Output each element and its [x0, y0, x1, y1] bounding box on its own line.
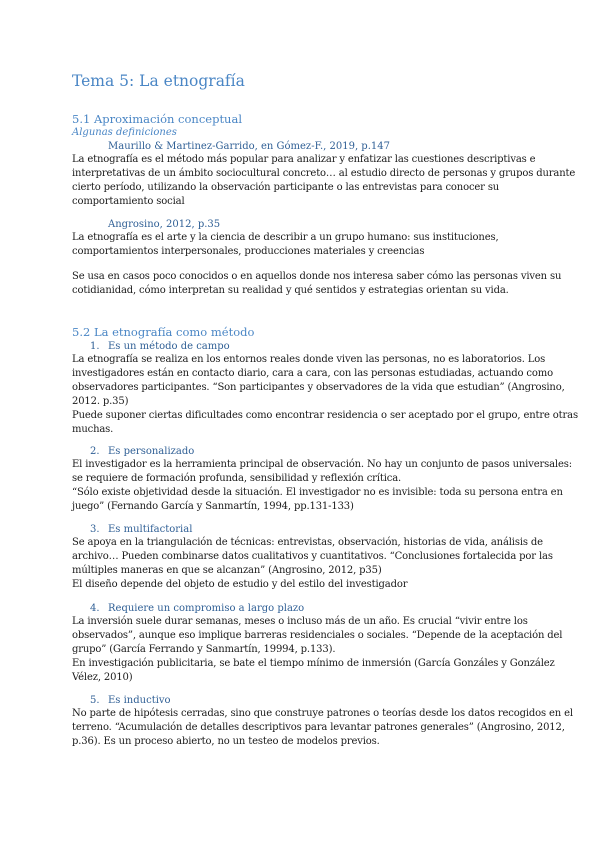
- text-line: observados”, aunque eso implique barreras residenciales o sociales. “Depende de la aceptación del: [72, 630, 563, 641]
- list-number: 2.: [90, 446, 100, 457]
- list-item-title: Es multifactorial: [108, 524, 193, 535]
- text-line: muchas.: [72, 424, 114, 435]
- definition-paragraph-2: [72, 231, 528, 259]
- text-line: Se usa en casos poco conocidos o en aquellos donde nos interesa saber cómo las personas viven su: [72, 271, 562, 282]
- text-line: juego” (Fernando García y Sanmartín, 1994, pp.131-133): [72, 501, 354, 512]
- text-line: grupo” (García Ferrando y Sanmartín, 19994, p.133).: [72, 644, 336, 655]
- usage-paragraph: [72, 270, 562, 298]
- text-line: investigadores están en contacto diario, cara a cara, con las personas estudiadas, actuando como: [72, 368, 553, 379]
- list-item-title: Requiere un compromiso a largo plazo: [108, 603, 305, 614]
- text-line: comportamientos interpersonales, producciones materiales y creencias: [72, 246, 425, 257]
- text-line: Se apoya en la triangulación de técnicas: entrevistas, observación, historias de vida, análisis de: [72, 537, 543, 548]
- text-line: El diseño depende del objeto de estudio y del estilo del investigador: [72, 579, 408, 590]
- text-line: observadores participantes. “Son participantes y observadores de la vida que estudian” (Angrosino,: [72, 382, 565, 393]
- text-line: Vélez, 2010): [72, 672, 133, 683]
- text-line: comportamiento social: [72, 196, 185, 207]
- text-line: “Sólo existe objetividad desde la situación. El investigador no es invisible: toda su persona entra en: [72, 487, 563, 498]
- list-number: 3.: [90, 524, 100, 535]
- text-line: p.36). Es un proceso abierto, no un testeo de modelos previos.: [72, 736, 380, 747]
- text-line: La etnografía es el arte y la ciencia de describir a un grupo humano: sus instituciones,: [72, 232, 499, 243]
- text-line: La etnografía se realiza en los entornos reales donde viven las personas, no es laboratorios. Los: [72, 354, 546, 365]
- section-heading-5-1: 5.1 Aproximación conceptual: [72, 112, 243, 126]
- subheading-definitions: Algunas definiciones: [72, 127, 177, 138]
- text-line: La inversión suele durar semanas, meses o incluso más de un año. Es crucial “vivir entre los: [72, 616, 528, 627]
- text-line: 2012. p.35): [72, 396, 129, 407]
- text-line: El investigador es la herramienta principal de observación. No hay un conjunto de pasos universales:: [72, 459, 572, 470]
- list-item-body: [72, 353, 578, 437]
- list-number: 1.: [90, 341, 100, 352]
- list-item-body: [72, 707, 573, 749]
- text-line: múltiples maneras en que se alcanzan” (Angrosino, 2012, p35): [72, 565, 382, 576]
- list-item-body: [72, 458, 572, 514]
- citation-angrosino: Angrosino, 2012, p.35: [108, 219, 221, 230]
- list-item-title: Es inductivo: [108, 695, 171, 706]
- text-line: cotidianidad, cómo interpretan su realidad y qué sentidos y estrategias orientan su vida.: [72, 285, 509, 296]
- list-item-body: [72, 615, 563, 685]
- text-line: En investigación publicitaria, se bate el tiempo mínimo de inmersión (García Gonzáles y González: [72, 658, 555, 669]
- page-title: Tema 5: La etnografía: [72, 72, 245, 90]
- citation-maurillo: Maurillo & Martinez-Garrido, en Gómez-F., 2019, p.147: [108, 141, 390, 152]
- text-line: cierto período, utilizando la observación participante o las entrevistas para conocer su: [72, 182, 500, 193]
- list-item-title: Es un método de campo: [108, 341, 230, 352]
- text-line: terreno. “Acumulación de detalles descriptivos para levantar patrones generales” (Angrosino, 2012,: [72, 722, 565, 733]
- text-line: No parte de hipótesis cerradas, sino que construye patrones o teorías desde los datos recogidos en el: [72, 708, 573, 719]
- list-number: 4.: [90, 603, 100, 614]
- text-line: La etnografía es el método más popular para analizar y enfatizar las cuestiones descriptivas e: [72, 154, 536, 165]
- list-item-title: Es personalizado: [108, 446, 195, 457]
- text-line: archivo… Pueden combinarse datos cualitativos y cuantitativos. “Conclusiones fortalecida por las: [72, 551, 553, 562]
- definition-paragraph-1: [72, 153, 576, 209]
- list-number: 5.: [90, 695, 100, 706]
- text-line: se requiere de formación profunda, sensibilidad y reflexión crítica.: [72, 473, 402, 484]
- section-heading-5-2: 5.2 La etnografía como método: [72, 325, 255, 339]
- text-line: Puede suponer ciertas dificultades como encontrar residencia o ser aceptado por el grupo, entre otras: [72, 410, 578, 421]
- list-item-body: [72, 536, 553, 592]
- text-line: interpretativas de un ámbito sociocultural concreto… al estudio directo de personas y grupos durante: [72, 168, 576, 179]
